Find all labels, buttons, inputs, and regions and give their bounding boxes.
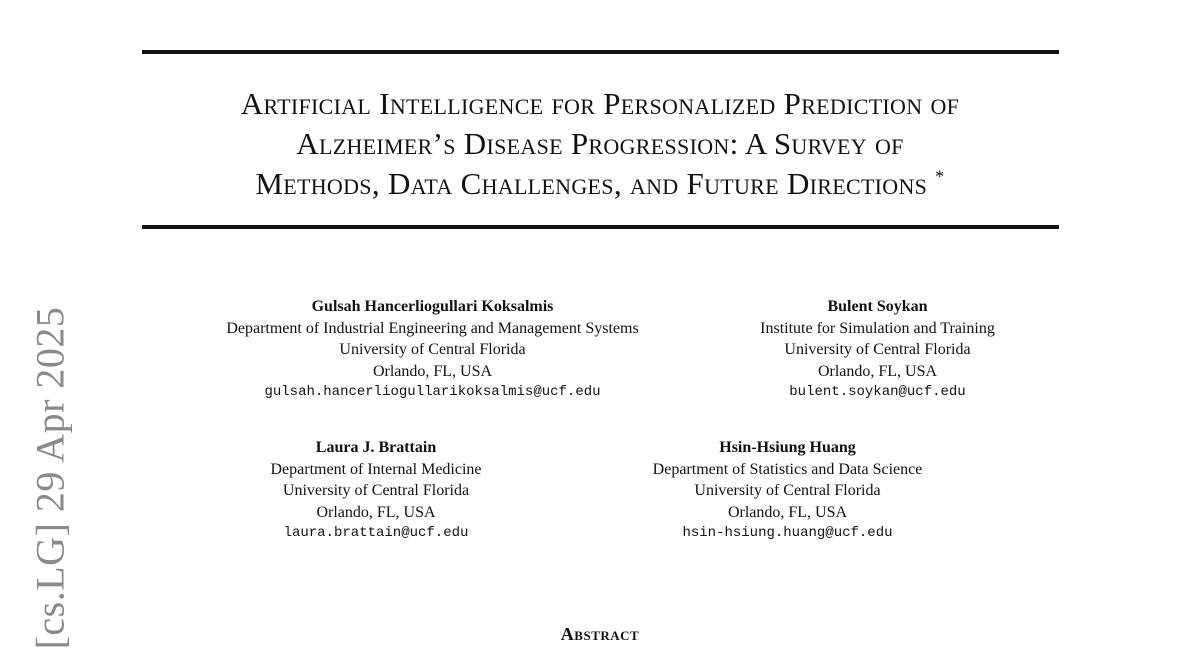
author-university: University of Central Florida	[339, 341, 526, 358]
abstract-heading: Abstract	[560, 624, 640, 644]
author-block-soykan	[720, 296, 1035, 404]
title-top-rule	[142, 50, 1059, 54]
author-block-koksalmis	[170, 296, 695, 404]
author-department: Department of Industrial Engineering and Management Systems	[226, 319, 639, 337]
author-name: Laura J. Brattain	[315, 439, 437, 456]
author-university: University of Central Florida	[282, 482, 470, 499]
author-department: Department of Statistics and Data Science	[652, 460, 923, 478]
author-block-huang	[610, 437, 965, 545]
title-line-3-text: Methods, Data Challenges, and Future Directions	[255, 166, 928, 201]
author-location: Orlando, FL, USA	[372, 362, 493, 380]
author-email[interactable]: bulent.soykan@ucf.edu	[789, 384, 966, 400]
author-university: University of Central Florida	[694, 482, 881, 499]
author-location: Orlando, FL, USA	[817, 362, 938, 380]
author-name: Hsin-Hsiung Huang	[719, 439, 856, 456]
author-email[interactable]: laura.brattain@ucf.edu	[283, 525, 469, 541]
title-line-3	[100, 164, 1100, 204]
title-line-1: Artificial Intelligence for Personalized Prediction of	[240, 86, 960, 121]
author-department: Department of Internal Medicine	[270, 460, 482, 478]
author-block-brattain	[236, 437, 516, 545]
title-footnote-marker: *	[935, 166, 945, 187]
title-bottom-rule	[142, 225, 1059, 229]
author-email[interactable]: hsin-hsiung.huang@ucf.edu	[682, 525, 893, 541]
author-university: University of Central Florida	[784, 341, 971, 358]
title-line-2: Alzheimer’s Disease Progression: A Survey of	[296, 126, 904, 161]
paper-title	[100, 84, 1100, 204]
arxiv-side-stamp: [cs.LG] 29 Apr 2025	[27, 306, 73, 649]
author-location: Orlando, FL, USA	[727, 503, 848, 521]
author-name: Gulsah Hancerliogullari Koksalmis	[311, 298, 554, 315]
author-email[interactable]: gulsah.hancerliogullarikoksalmis@ucf.edu	[264, 384, 601, 400]
author-department: Institute for Simulation and Training	[760, 319, 995, 337]
author-name: Bulent Soykan	[827, 298, 928, 315]
author-location: Orlando, FL, USA	[316, 503, 436, 521]
